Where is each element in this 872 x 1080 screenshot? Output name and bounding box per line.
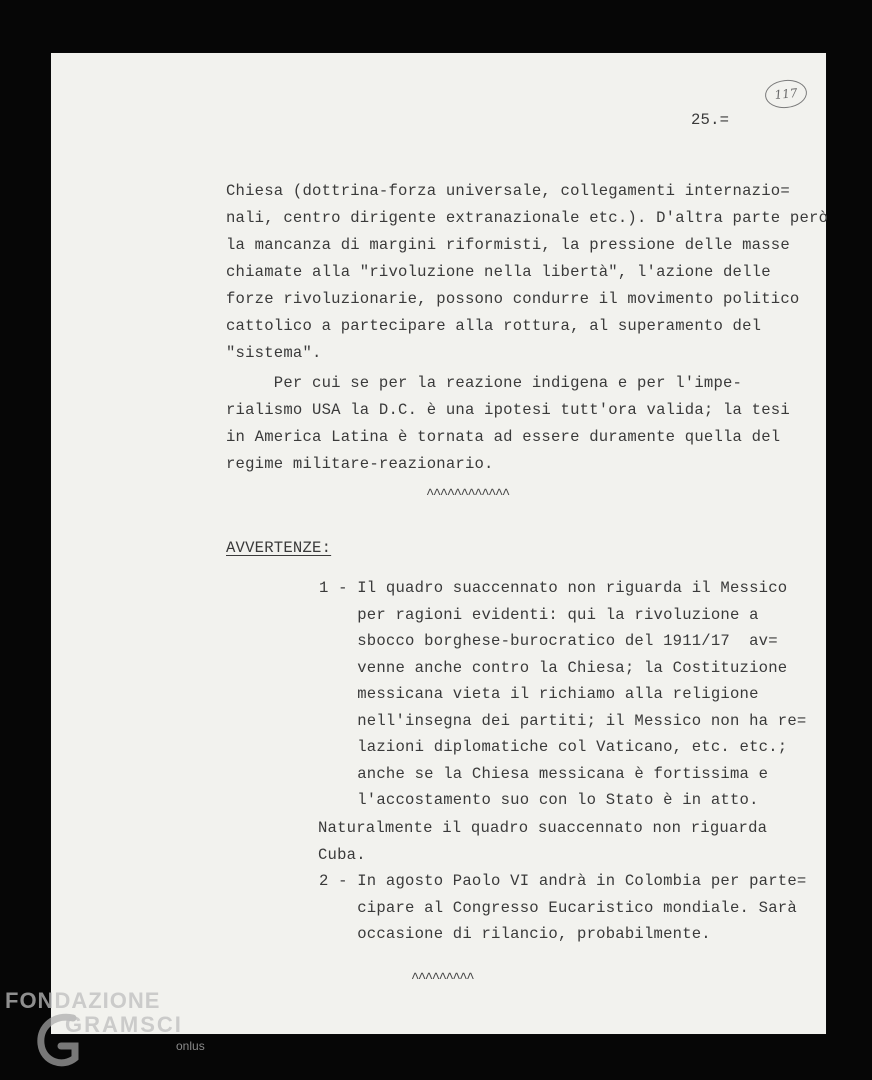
note-1: 1 - Il quadro suaccennato non riguarda il Messico per ragioni evidenti: qui la rivoluzione a sbocco borghese-burocratico del 1911/17 av= venne anche contro la Chiesa; la Costituzione messicana vieta il richiamo alla religione nell'insegna dei partiti; il Messico non ha re= lazioni diplomatiche col Vaticano, etc. etc.; anche se la Chiesa messicana è fortissima e l'accostamento suo con lo Stato è in atto. bbox=[319, 579, 807, 809]
paragraph-2: Per cui se per la reazione indigena e per l'impe- rialismo USA la D.C. è una ipotesi tutt'ora valida; la tesi in America Latina è tornata ad essere duramente quella del regime militare-reazionario. bbox=[226, 374, 790, 473]
page-number: 25.= bbox=[691, 111, 730, 129]
separator-line: ^^^^^^^^^^^^ bbox=[426, 487, 509, 503]
separator-line-end: ^^^^^^^^^ bbox=[411, 971, 474, 987]
section-heading: AVVERTENZE: bbox=[226, 539, 332, 557]
watermark-line-2: GRAMSCI bbox=[65, 1012, 183, 1037]
document-page bbox=[51, 53, 829, 1034]
watermark bbox=[5, 988, 220, 1076]
paragraph-1: Chiesa (dottrina-forza universale, collegamenti internazio= nali, centro dirigente extranazionale etc.). D'altra parte però la mancanza di margini riformisti, la pressione delle masse chiamate alla "rivoluzione nella libertà", l'azione delle forze rivoluzionarie, possono condurre il movimento politico cattolico a partecipare alla rottura, al superamento del "sistema". bbox=[226, 182, 829, 362]
archive-stamp-number: 117 bbox=[764, 78, 809, 110]
note-1-tail: Naturalmente il quadro suaccennato non riguarda Cuba. bbox=[318, 819, 768, 864]
note-2: 2 - In agosto Paolo VI andrà in Colombia per parte= cipare al Congresso Eucaristico mondiale. Sarà occasione di rilancio, probabilmente. bbox=[319, 872, 807, 943]
watermark-line-1: FONDAZIONE bbox=[5, 988, 161, 1013]
watermark-suffix: onlus bbox=[176, 1039, 205, 1053]
